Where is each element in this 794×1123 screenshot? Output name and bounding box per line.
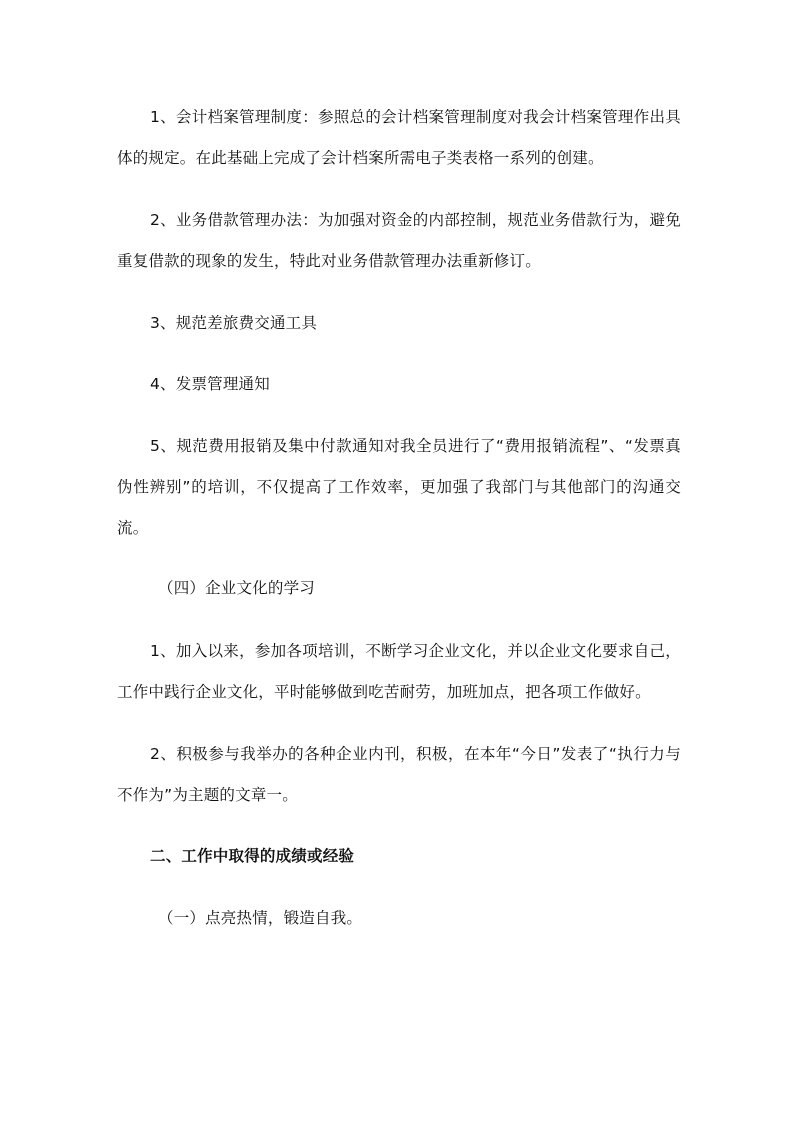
subsection-heading-passion: （一）点亮热情，锻造自我。	[158, 909, 363, 927]
paragraph-culture-training: 1、加入以来，参加各项培训，不断学习企业文化，并以企业文化要求自己，工作中践行企业文化，平时能够做到吃苦耐劳，加班加点，把各项工作做好。	[117, 642, 681, 701]
paragraph-travel-expense: 3、规范差旅费交通工具	[150, 314, 318, 332]
paragraph-expense-reimbursement: 5、规范费用报销及集中付款通知对我全员进行了“费用报销流程”、“发票真伪性辨别”的培训，不仅提高了工作效率，更加强了我部门与其他部门的沟通交流。	[117, 437, 681, 537]
paragraph-internal-journal: 2、积极参与我举办的各种企业内刊，积极，在本年“今日”发表了“执行力与不作为”为主题的文章一。	[117, 745, 681, 804]
section-heading-corporate-culture: （四）企业文化的学习	[158, 579, 316, 597]
paragraph-business-loan: 2、业务借款管理办法：为加强对资金的内部控制，规范业务借款行为，避免重复借款的现象的发生，特此对业务借款管理办法重新修订。	[117, 211, 681, 270]
section-heading-achievements: 二、工作中取得的成绩或经验	[150, 847, 355, 865]
paragraph-accounting-archive: 1、会计档案管理制度：参照总的会计档案管理制度对我会计档案管理作出具体的规定。在此基础上完成了会计档案所需电子类表格一系列的创建。	[117, 108, 681, 167]
paragraph-invoice-notice: 4、发票管理通知	[150, 375, 270, 393]
